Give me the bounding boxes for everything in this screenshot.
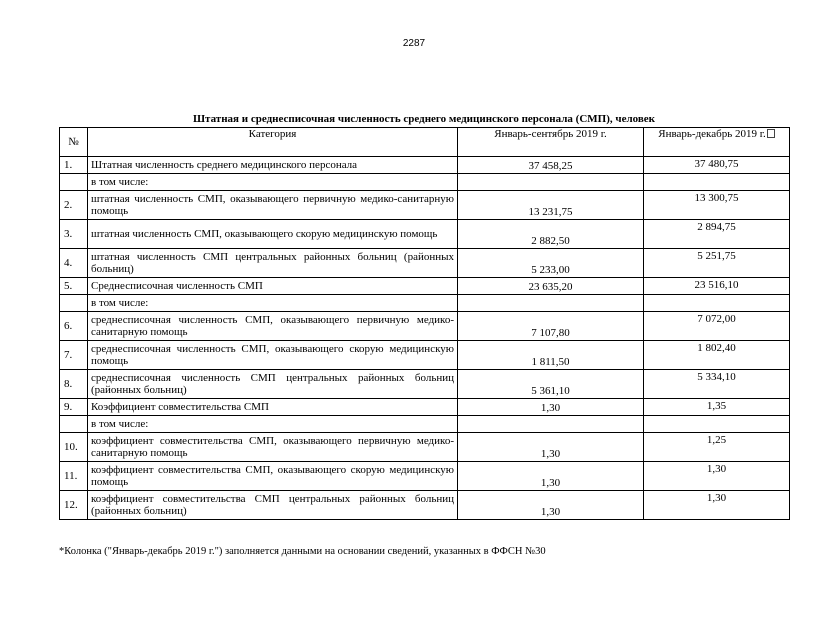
row-num: 9. (60, 399, 88, 416)
footnote-marker-icon (767, 129, 775, 138)
row-category: штатная численность СМП, оказывающего скорую медицинскую помощь (88, 220, 458, 249)
row-value-jan-sep: 2 882,50 (458, 220, 644, 249)
header-category: Категория (88, 128, 458, 157)
table-row (60, 416, 790, 433)
row-num: 8. (60, 370, 88, 399)
row-category: в том числе: (88, 174, 458, 191)
table-row (60, 278, 790, 295)
row-value-jan-dec: 13 300,75 (644, 191, 790, 220)
row-value-jan-dec (644, 174, 790, 191)
row-num (60, 174, 88, 191)
row-value-jan-dec: 1,25 (644, 433, 790, 462)
table-row (60, 462, 790, 491)
row-value-jan-sep: 1 811,50 (458, 341, 644, 370)
row-value-jan-sep: 1,30 (458, 462, 644, 491)
page-number: 2287 (402, 38, 426, 49)
row-category: Коэффициент совместительства СМП (88, 399, 458, 416)
table-header-row (60, 128, 790, 157)
row-num: 5. (60, 278, 88, 295)
row-value-jan-dec: 37 480,75 (644, 157, 790, 174)
row-value-jan-sep: 1,30 (458, 491, 644, 520)
table-row (60, 370, 790, 399)
row-value-jan-sep: 13 231,75 (458, 191, 644, 220)
row-num: 11. (60, 462, 88, 491)
row-value-jan-dec: 1,35 (644, 399, 790, 416)
row-value-jan-sep (458, 416, 644, 433)
table-row (60, 220, 790, 249)
row-num: 3. (60, 220, 88, 249)
row-value-jan-sep: 23 635,20 (458, 278, 644, 295)
row-num: 12. (60, 491, 88, 520)
row-value-jan-dec: 1,30 (644, 491, 790, 520)
header-num: № (60, 128, 88, 157)
row-num: 10. (60, 433, 88, 462)
row-value-jan-dec: 5 334,10 (644, 370, 790, 399)
table-row (60, 157, 790, 174)
row-category: коэффициент совместительства СМП центральных районных больниц (районных больниц) (88, 491, 458, 520)
table-row (60, 295, 790, 312)
row-category: штатная численность СМП центральных районных больниц (районных больниц) (88, 249, 458, 278)
row-num: 1. (60, 157, 88, 174)
row-value-jan-dec: 2 894,75 (644, 220, 790, 249)
row-value-jan-dec: 23 516,10 (644, 278, 790, 295)
row-value-jan-sep (458, 295, 644, 312)
row-category: Штатная численность среднего медицинского персонала (88, 157, 458, 174)
row-value-jan-dec: 1 802,40 (644, 341, 790, 370)
row-category: в том числе: (88, 416, 458, 433)
table-row (60, 433, 790, 462)
table-row (60, 341, 790, 370)
table-title: Штатная и среднесписочная численность среднего медицинского персонала (СМП), человек (192, 113, 656, 125)
row-category: среднесписочная численность СМП центральных районных больниц (районных больниц) (88, 370, 458, 399)
row-category: коэффициент совместительства СМП, оказывающего скорую медицинскую помощь (88, 462, 458, 491)
row-num: 4. (60, 249, 88, 278)
table-row (60, 399, 790, 416)
row-num: 6. (60, 312, 88, 341)
table-row (60, 191, 790, 220)
row-value-jan-dec (644, 416, 790, 433)
row-value-jan-sep: 7 107,80 (458, 312, 644, 341)
header-period-jan-dec-label: Январь-декабрь 2019 г. (658, 128, 766, 140)
table-row (60, 312, 790, 341)
row-category: коэффициент совместительства СМП, оказывающего первичную медико-санитарную помощь (88, 433, 458, 462)
row-num (60, 416, 88, 433)
table-row (60, 174, 790, 191)
row-num: 2. (60, 191, 88, 220)
table-row (60, 249, 790, 278)
row-value-jan-sep: 1,30 (458, 433, 644, 462)
row-value-jan-sep: 1,30 (458, 399, 644, 416)
row-value-jan-sep: 5 361,10 (458, 370, 644, 399)
row-category: Среднесписочная численность СМП (88, 278, 458, 295)
row-value-jan-sep: 5 233,00 (458, 249, 644, 278)
header-period-jan-dec (644, 128, 790, 157)
row-value-jan-dec (644, 295, 790, 312)
row-num (60, 295, 88, 312)
row-num: 7. (60, 341, 88, 370)
table-row (60, 491, 790, 520)
row-value-jan-dec: 7 072,00 (644, 312, 790, 341)
header-period-jan-sep: Январь-сентябрь 2019 г. (458, 128, 644, 157)
row-category: среднесписочная численность СМП, оказывающего первичную медико-санитарную помощь (88, 312, 458, 341)
row-value-jan-dec: 5 251,75 (644, 249, 790, 278)
row-category: в том числе: (88, 295, 458, 312)
footnote: *Колонка ("Январь-декабрь 2019 г.") заполняется данными на основании сведений, указанных в ФФСН №30 (59, 546, 546, 557)
row-value-jan-dec: 1,30 (644, 462, 790, 491)
staffing-table (59, 127, 790, 520)
row-value-jan-sep (458, 174, 644, 191)
row-category: штатная численность СМП, оказывающего первичную медико-санитарную помощь (88, 191, 458, 220)
row-value-jan-sep: 37 458,25 (458, 157, 644, 174)
row-category: среднесписочная численность СМП, оказывающего скорую медицинскую помощь (88, 341, 458, 370)
